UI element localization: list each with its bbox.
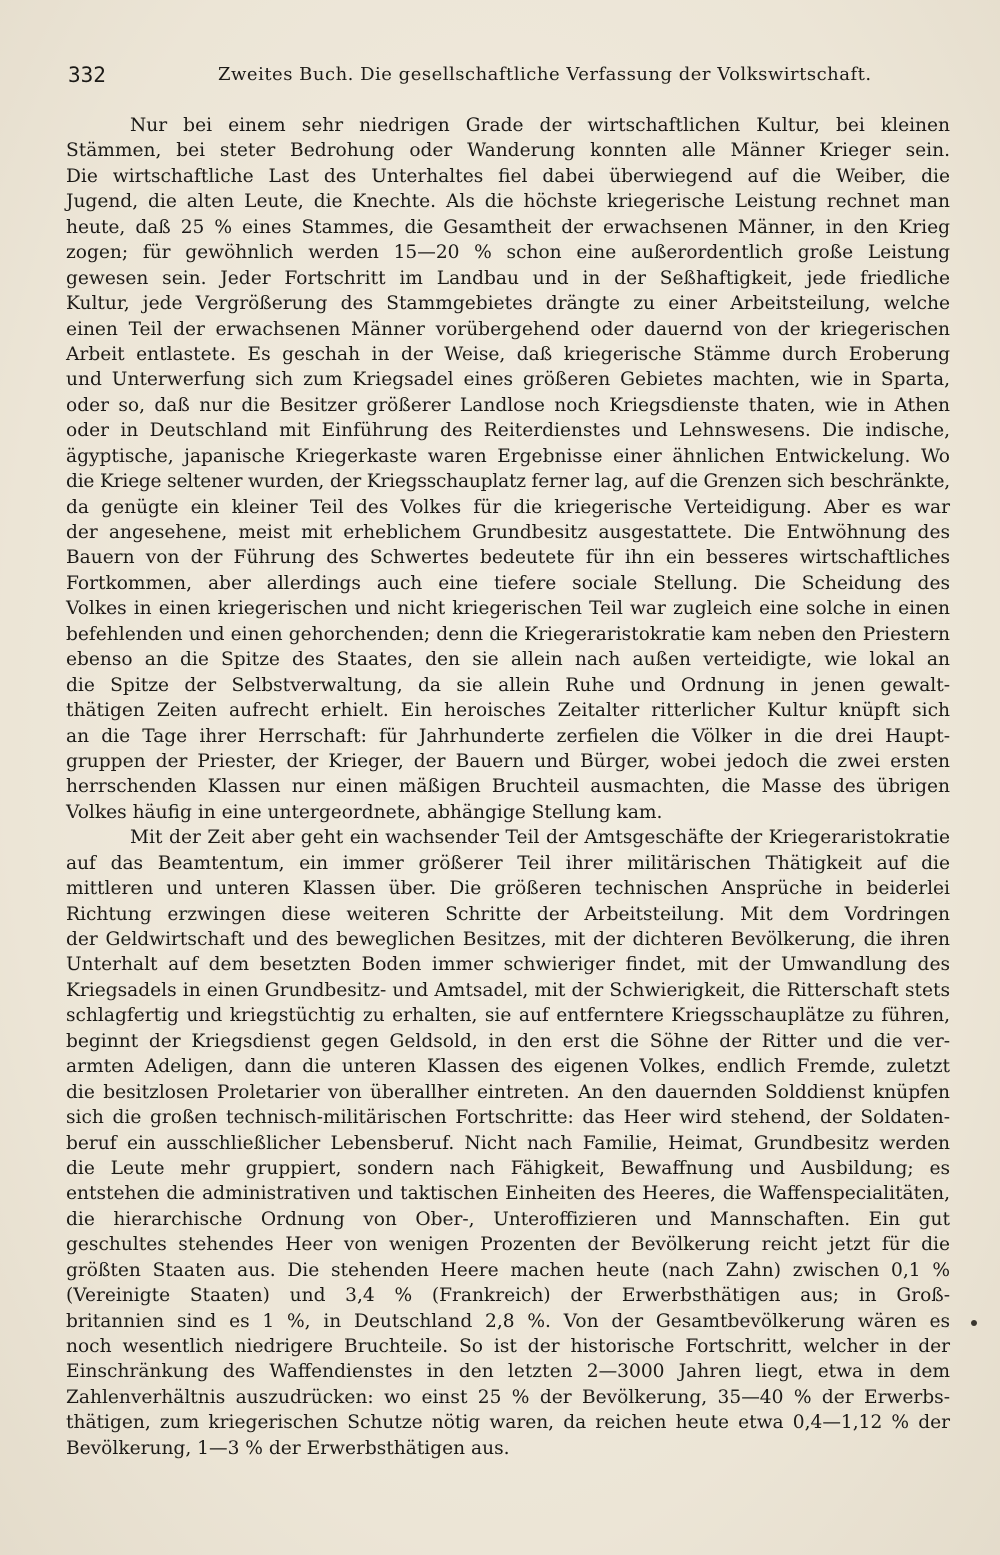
text-line: gewesen sein. Jeder Fortschritt im Landbau und in der Seßhaftigkeit, jede friedliche	[66, 267, 950, 289]
text-line: Jugend, die alten Leute, die Knechte. Als die höchste kriegerische Leistung rechnet man	[66, 191, 950, 213]
text-line: Arbeit entlastete. Es geschah in der Weise, daß kriegerische Stämme durch Eroberung	[66, 343, 950, 365]
text-line: ägyptische, japanische Kriegerkaste waren Ergebnisse einer ähnlichen Entwickelung. Wo	[66, 445, 950, 467]
body-text	[66, 113, 950, 1461]
text-line: herrschenden Klassen nur einen mäßigen Bruchteil ausmachten, die Masse des übrigen	[66, 776, 950, 798]
margin-mark	[971, 1320, 977, 1326]
text-line: Bauern von der Führung des Schwertes bedeutete für ihn ein besseres wirtschaftliches	[66, 547, 950, 569]
text-line: Volkes in einen kriegerischen und nicht kriegerischen Teil war zugleich eine solche in einen	[66, 598, 950, 620]
text-line: da genügte ein kleiner Teil des Volkes für die kriegerische Verteidigung. Aber es war	[66, 496, 950, 518]
text-line: Volkes häufig in eine untergeordnete, abhängige Stellung kam.	[66, 801, 663, 823]
text-line: thätigen Zeiten aufrecht erhielt. Ein heroisches Zeitalter ritterlicher Kultur knüpft sich	[66, 700, 950, 722]
text-line: die Leute mehr gruppiert, sondern nach Fähigkeit, Bewaffnung und Ausbildung; es	[66, 1157, 950, 1179]
text-line: Fortkommen, aber allerdings auch eine tiefere sociale Stellung. Die Scheidung des	[66, 572, 950, 594]
text-line: größten Staaten aus. Die stehenden Heere machen heute (nach Zahn) zwischen 0,1 %	[66, 1259, 950, 1281]
text-line: die hierarchische Ordnung von Ober-, Unteroffizieren und Mannschaften. Ein gut	[66, 1208, 950, 1230]
text-line: thätigen, zum kriegerischen Schutze nötig waren, da reichen heute etwa 0,4—1,12 % der	[66, 1412, 950, 1434]
text-line: gruppen der Priester, der Krieger, der Bauern und Bürger, wobei jedoch die zwei ersten	[66, 750, 950, 772]
text-line: Richtung erzwingen diese weiteren Schritte der Arbeitsteilung. Mit dem Vordringen	[66, 903, 950, 925]
text-line: noch wesentlich niedrigere Bruchteile. So ist der historische Fortschritt, welcher in der	[66, 1336, 950, 1357]
text-line: Die wirtschaftliche Last des Unterhaltes fiel dabei überwiegend auf die Weiber, die	[66, 165, 950, 187]
text-line: oder in Deutschland mit Einführung des Reiterdienstes und Lehnswesens. Die indische,	[66, 420, 950, 442]
text-line: Unterhalt auf dem besetzten Boden immer schwieriger findet, mit der Umwandlung des	[66, 954, 950, 976]
text-line: und Unterwerfung sich zum Kriegsadel eines größeren Gebietes machten, wie in Sparta,	[66, 369, 950, 391]
text-line: die besitzlosen Proletarier von überallher eintreten. An den dauernden Solddienst knüpfen	[66, 1081, 950, 1103]
page-header	[68, 60, 938, 90]
text-line: an die Tage ihrer Herrschaft: für Jahrhunderte zerfielen die Völker in die drei Haupt-	[66, 725, 950, 747]
text-line: auf das Beamtentum, ein immer größerer Teil ihrer militärischen Thätigkeit auf die	[66, 852, 950, 874]
page-number: 332	[68, 63, 106, 87]
text-line: Stämmen, bei steter Bedrohung oder Wanderung konnten alle Männer Krieger sein.	[66, 140, 950, 162]
text-line: Nur bei einem sehr niedrigen Grade der wirtschaftlichen Kultur, bei kleinen	[130, 115, 950, 136]
text-line: oder so, daß nur die Besitzer größerer Landlose noch Kriegsdienste thaten, wie in Athen	[66, 394, 950, 416]
text-line: Zahlenverhältnis auszudrücken: wo einst 25 % der Bevölkerung, 35—40 % der Erwerbs-	[66, 1386, 950, 1408]
paragraph	[66, 113, 950, 825]
text-line: entstehen die administrativen und taktischen Einheiten des Heeres, die Waffenspecialitäten,	[66, 1183, 950, 1205]
text-line: der Geldwirtschaft und des beweglichen Besitzes, mit der dichteren Bevölkerung, die ihren	[66, 929, 950, 950]
running-head: Zweites Buch. Die gesellschaftliche Verfassung der Volkswirtschaft.	[218, 64, 872, 85]
text-line: Kultur, jede Vergrößerung des Stammgebietes drängte zu einer Arbeitsteilung, welche	[66, 293, 950, 315]
text-line: die Spitze der Selbstverwaltung, da sie allein Ruhe und Ordnung in jenen gewalt-	[66, 674, 950, 696]
text-line: britannien sind es 1 %, in Deutschland 2,8 %. Von der Gesamtbevölkerung wären es	[66, 1310, 950, 1332]
text-line: schlagfertig und kriegstüchtig zu erhalten, sie auf entferntere Kriegsschauplätze zu führen,	[66, 1005, 950, 1027]
text-line: sich die großen technisch-militärischen Fortschritte: das Heer wird stehend, der Soldaten-	[66, 1107, 950, 1129]
paragraph	[66, 825, 950, 1461]
text-line: Einschränkung des Waffendienstes in den letzten 2—3000 Jahren liegt, etwa in dem	[66, 1361, 950, 1383]
text-line: armten Adeligen, dann die unteren Klassen des eigenen Volkes, endlich Fremde, zuletzt	[66, 1056, 950, 1078]
text-line: beruf ein ausschließlicher Lebensberuf. Nicht nach Familie, Heimat, Grundbesitz werden	[66, 1132, 950, 1154]
text-line: die Kriege seltener wurden, der Kriegsschauplatz ferner lag, auf die Grenzen sich beschränkte,	[66, 471, 950, 493]
text-line: geschultes stehendes Heer von wenigen Prozenten der Bevölkerung reicht jetzt für die	[66, 1234, 950, 1256]
text-line: beginnt der Kriegsdienst gegen Geldsold, in den erst die Söhne der Ritter und die ver-	[66, 1030, 950, 1052]
text-line: Bevölkerung, 1—3 % der Erwerbsthätigen aus.	[66, 1437, 510, 1459]
text-line: befehlenden und einen gehorchenden; denn die Kriegeraristokratie kam neben den Priestern	[66, 623, 950, 645]
text-line: Mit der Zeit aber geht ein wachsender Teil der Amtsgeschäfte der Kriegeraristokratie	[130, 827, 950, 849]
text-line: Kriegsadels in einen Grundbesitz- und Amtsadel, mit der Schwierigkeit, die Ritterschaft stets	[66, 979, 950, 1001]
text-line: (Vereinigte Staaten) und 3,4 % (Frankreich) der Erwerbsthätigen aus; in Groß-	[66, 1285, 950, 1307]
text-line: ebenso an die Spitze des Staates, den sie allein nach außen verteidigte, wie lokal an	[66, 649, 950, 671]
text-line: zogen; für gewöhnlich werden 15—20 % schon eine außerordentlich große Leistung	[66, 242, 950, 264]
text-line: heute, daß 25 % eines Stammes, die Gesamtheit der erwachsenen Männer, in den Krieg	[66, 216, 950, 238]
text-line: mittleren und unteren Klassen über. Die größeren technischen Ansprüche in beiderlei	[66, 878, 950, 900]
text-line: einen Teil der erwachsenen Männer vorübergehend oder dauernd von der kriegerischen	[66, 318, 950, 340]
text-line: der angesehene, meist mit erheblichem Grundbesitz ausgestattete. Die Entwöhnung des	[66, 522, 950, 543]
